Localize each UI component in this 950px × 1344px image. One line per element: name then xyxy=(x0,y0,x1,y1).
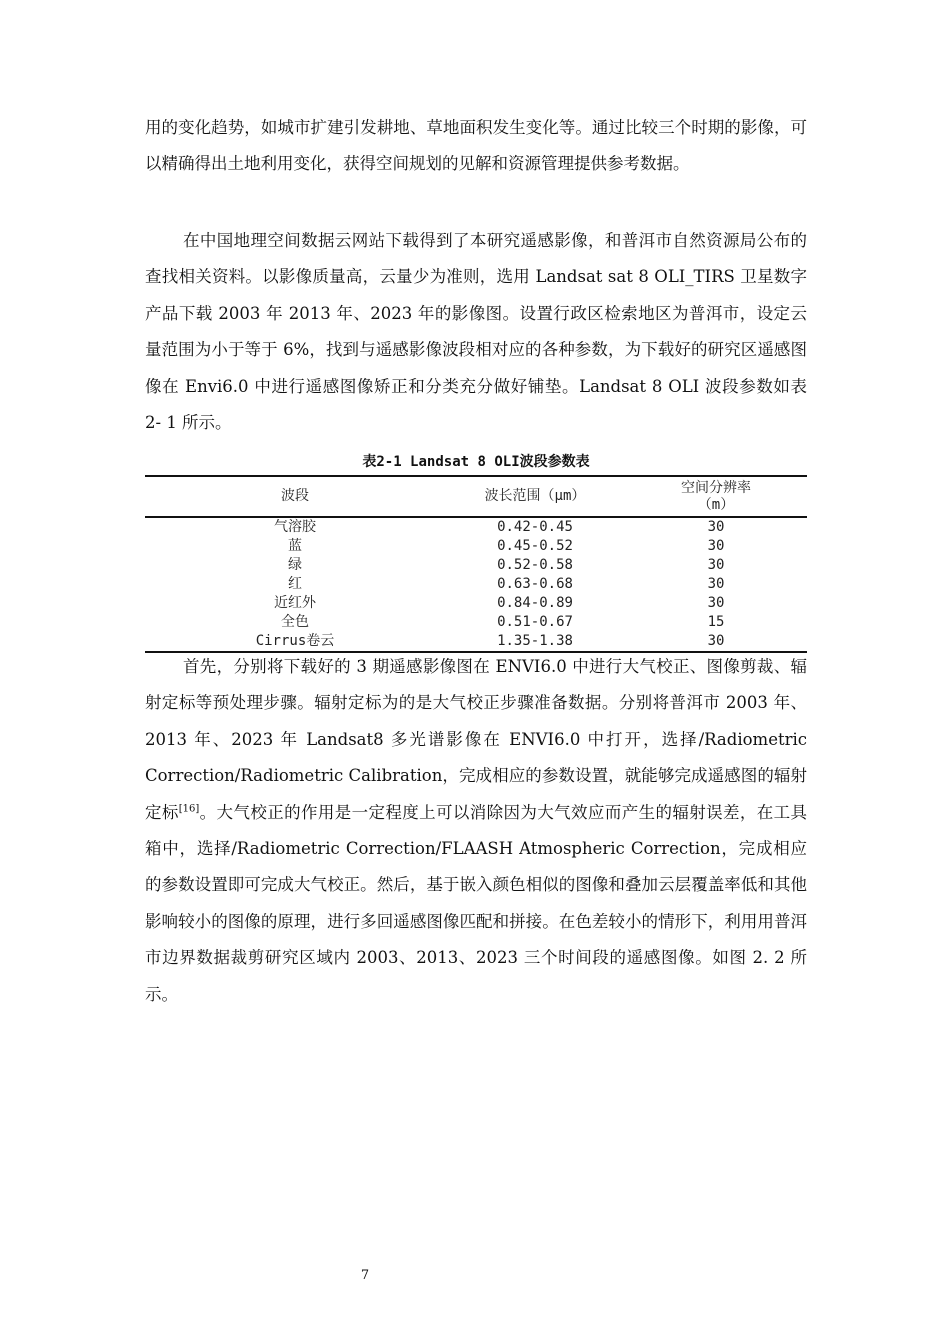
band-range: 0.52-0.58 xyxy=(497,557,573,573)
table-row xyxy=(145,556,807,575)
band-resolution: 15 xyxy=(707,614,725,630)
band-name: Cirrus卷云 xyxy=(255,633,335,649)
band-range: 0.84-0.89 xyxy=(497,595,573,611)
header-wavelength: 波长范围（μm） xyxy=(484,488,586,504)
band-name: 全色 xyxy=(281,614,309,630)
preprocessing-text-part2: 。大气校正的作用是一定程度上可以消除因为大气效应而产生的辐射误差，在工具箱中，选择/Radiometric Correction/FLAASH Atmospheric Correction，完成相应的参数设置即可完成大气校正。然后，基于嵌入颜色相似的图像和叠加云层覆盖率低和其他影响较小的图像的原理，进行多回遥感图像匹配和拼接。在色差较小的情形下，利用用普洱市边界数据裁剪研究区域内 2003、2013、2023 三个时间段的遥感图像。如图 2. 2 所示。 xyxy=(145,802,808,1004)
band-name: 气溶胶 xyxy=(274,519,316,535)
band-resolution: 30 xyxy=(707,595,725,611)
paragraph-land-use-trend: 用的变化趋势，如城市扩建引发耕地、草地面积发生变化等。通过比较三个时期的影像，可以精确得出土地利用变化，获得空间规划的见解和资源管理提供参考数据。 xyxy=(145,118,807,174)
band-resolution: 30 xyxy=(707,519,725,535)
band-range: 1.35-1.38 xyxy=(497,633,573,649)
band-resolution: 30 xyxy=(707,538,725,554)
table-row xyxy=(145,537,807,556)
band-resolution: 30 xyxy=(707,633,725,649)
table-caption: 表2-1 Landsat 8 OLI波段参数表 xyxy=(362,454,590,470)
band-resolution: 30 xyxy=(707,557,725,573)
band-range: 0.45-0.52 xyxy=(497,538,573,554)
paragraph-data-source: 在中国地理空间数据云网站下载得到了本研究遥感影像，和普洱市自然资源局公布的查找相关资料。以影像质量高，云量少为准则，选用 Landsat sat 8 OLI_TIRS 卫星数字产品下载 2003 年 2013 年、2023 年的影像图。设置行政区检索地区为普洱市，设定云量范围为小于等于 6%，找到与遥感影像波段相对应的各种参数，为下载好的研究区遥感图像在 Envi6.0 中进行遥感图像矫正和分类充分做好铺垫。Landsat 8 OLI 波段参数如表 2- 1 所示。 xyxy=(145,231,807,433)
band-range: 0.51-0.67 xyxy=(497,614,573,630)
band-name: 绿 xyxy=(288,557,302,573)
band-resolution: 30 xyxy=(707,576,725,592)
page-number: 7 xyxy=(360,1268,370,1283)
preprocessing-text-part1: 首先，分别将下载好的 3 期遥感影像图在 ENVI6.0 中进行大气校正、图像剪裁、辐射定标等预处理步骤。辐射定标为的是大气校正步骤准备数据。分别将普洱市 2003 年、2013 年、2023 年 Landsat8 多光谱影像在 ENVI6.0 中打开，选择/Radiometric Correction/Radiometric Calibration，完成相应的参数设置，就能够完成遥感图的辐射定标 xyxy=(145,657,807,822)
band-name: 蓝 xyxy=(288,538,302,554)
citation-reference[interactable]: [16] xyxy=(178,803,200,815)
header-resolution xyxy=(625,476,807,517)
band-range: 0.63-0.68 xyxy=(497,576,573,592)
table-header-row xyxy=(145,476,807,517)
paragraph-preprocessing xyxy=(145,649,807,1013)
landsat-band-table xyxy=(145,475,807,653)
table-row xyxy=(145,613,807,632)
table-row xyxy=(145,517,807,537)
header-band: 波段 xyxy=(281,488,309,504)
table-row xyxy=(145,575,807,594)
band-range: 0.42-0.45 xyxy=(497,519,573,535)
header-resolution-line2: （m） xyxy=(697,496,735,513)
band-name: 近红外 xyxy=(274,595,316,611)
table-row xyxy=(145,594,807,613)
header-resolution-line1: 空间分辨率 xyxy=(681,479,751,496)
band-name: 红 xyxy=(288,576,302,592)
